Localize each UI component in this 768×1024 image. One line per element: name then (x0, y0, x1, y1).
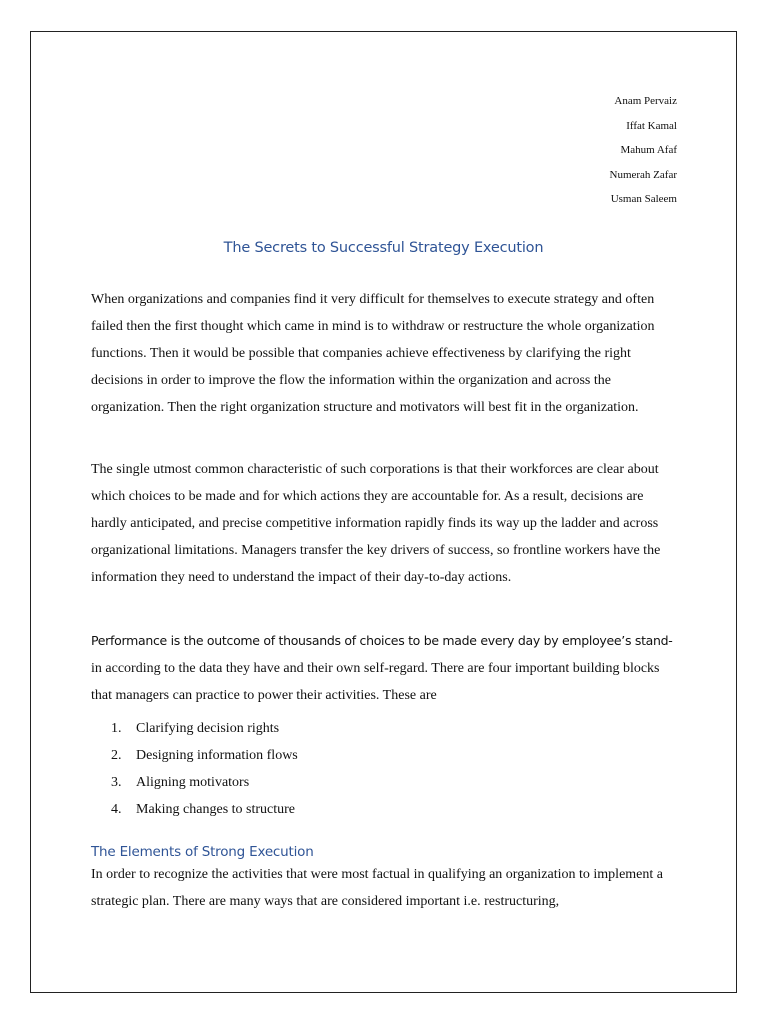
list-item-number: 2. (111, 748, 122, 763)
paragraph-performance-rest: in according to the data they have and their own self-regard. There are four important building blocks that managers can practice to power their activities. These are (91, 661, 660, 703)
paragraph-performance (91, 627, 681, 709)
author-name: Iffat Kamal (626, 119, 677, 132)
list-item-number: 1. (111, 721, 122, 736)
author-list (610, 94, 678, 217)
building-blocks-list (111, 719, 298, 827)
paragraph-characteristics: The single utmost common characteristic of such corporations is that their workforces are clear about which choices to be made and for which actions they are accountable for. As a result, decisions are hardly anticipated, and precise competitive information rapidly finds its way up the ladder and across organizational limitations. Managers transfer the key drivers of success, so frontline workers have the information they need to understand the impact of their day-to-day actions. (91, 462, 661, 585)
author-name: Numerah Zafar (609, 168, 677, 181)
author-name: Mahum Afaf (620, 144, 677, 156)
list-item (111, 746, 298, 773)
document-title: The Secrets to Successful Strategy Execution (223, 240, 544, 256)
paragraph-intro: When organizations and companies find it very difficult for themselves to execute strategy and often failed then the first thought which came in mind is to withdraw or restructure the whole organization functions. Then it would be possible that companies achieve effectiveness by clarifying the right decisions in order to improve the flow the information within the organization and across the organization. Then the right organization structure and motivators will best fit in the organization. (91, 292, 655, 415)
list-item-text: Aligning motivators (136, 775, 250, 790)
section-heading: The Elements of Strong Execution (91, 844, 314, 860)
list-item (111, 800, 298, 827)
paragraph-elements: In order to recognize the activities that were most factual in qualifying an organization to implement a strategic plan. There are many ways that are considered important i.e. restructuring, (91, 867, 663, 909)
list-item (111, 773, 298, 800)
list-item-text: Designing information flows (136, 748, 298, 763)
list-item-text: Clarifying decision rights (136, 721, 280, 736)
list-item (111, 719, 298, 746)
list-item-number: 4. (111, 802, 122, 817)
author-name: Anam Pervaiz (614, 95, 677, 107)
document-page (30, 31, 737, 993)
paragraph-performance-lead: Performance is the outcome of thousands of choices to be made every day by employee’s stand- (91, 633, 673, 648)
author-name: Usman Saleem (610, 193, 677, 205)
list-item-number: 3. (111, 775, 122, 790)
list-item-text: Making changes to structure (136, 802, 296, 817)
